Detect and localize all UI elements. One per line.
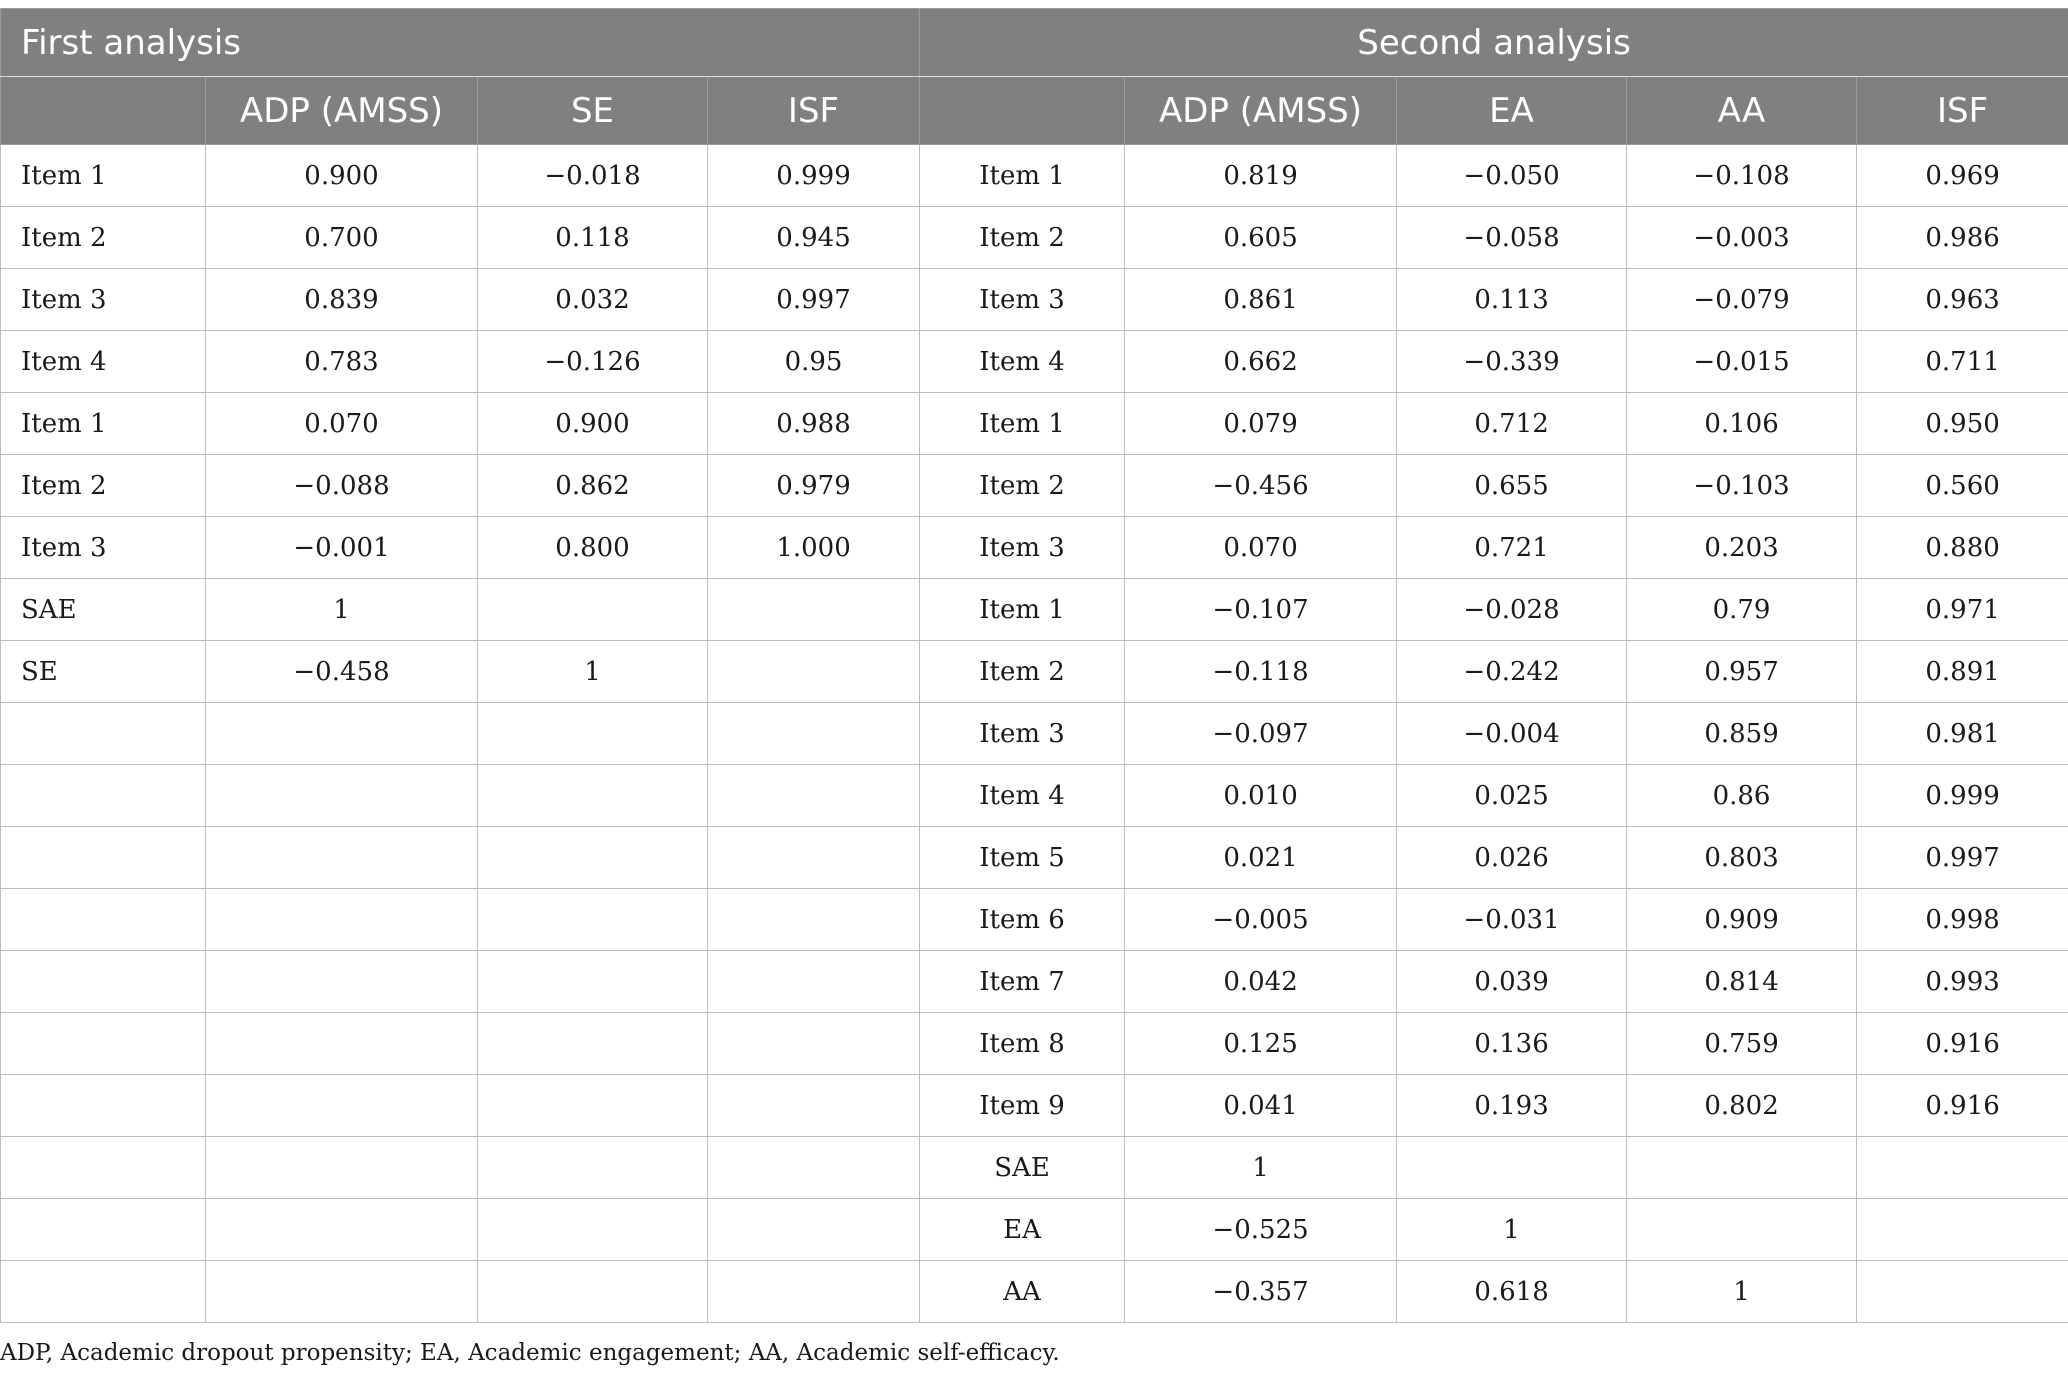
table-cell [478,579,708,641]
row-label-cell: SAE [1,579,206,641]
table-cell [1397,1137,1627,1199]
row-label-cell: Item 6 [920,889,1125,951]
table-body [1,145,2068,1323]
table-cell [708,765,920,827]
row-label-cell: Item 1 [920,579,1125,641]
table-cell: −0.525 [1125,1199,1397,1261]
table-cell [708,579,920,641]
table-cell: 0.026 [1397,827,1627,889]
table-cell: 0.916 [1857,1075,2068,1137]
group-header-first: First analysis [1,9,920,77]
table-cell: 0.025 [1397,765,1627,827]
table-cell: −0.031 [1397,889,1627,951]
row-label-cell: EA [920,1199,1125,1261]
table-row [1,827,2068,889]
table-cell: −0.103 [1627,455,1857,517]
row-label-cell [1,703,206,765]
table-cell: 0.113 [1397,269,1627,331]
table-cell [478,1013,708,1075]
table-cell: 0.721 [1397,517,1627,579]
column-header: ISF [1857,77,2068,145]
table-cell: 0.759 [1627,1013,1857,1075]
table-cell [206,951,478,1013]
table-cell: 1 [206,579,478,641]
table-cell: 0.999 [708,145,920,207]
table-cell: 1 [1125,1137,1397,1199]
table-cell [206,889,478,951]
row-label-cell: Item 1 [1,145,206,207]
table-cell: −0.005 [1125,889,1397,951]
table-cell: 0.618 [1397,1261,1627,1323]
table-cell [206,1261,478,1323]
table-cell: 0.969 [1857,145,2068,207]
table-cell: 0.997 [708,269,920,331]
table-row [1,641,2068,703]
table-row [1,579,2068,641]
table-cell: 0.655 [1397,455,1627,517]
table-cell [206,765,478,827]
table-cell: −0.458 [206,641,478,703]
column-header-row [1,77,2068,145]
table-cell: 0.010 [1125,765,1397,827]
loadings-table [0,8,2068,1323]
table-cell: −0.001 [206,517,478,579]
row-label-cell: Item 5 [920,827,1125,889]
column-header: EA [1397,77,1627,145]
row-label-cell: Item 4 [920,765,1125,827]
table-cell: 0.862 [478,455,708,517]
table-cell: 0.605 [1125,207,1397,269]
table-cell [478,765,708,827]
table-cell [478,1261,708,1323]
table-cell: 0.839 [206,269,478,331]
table-cell: 0.783 [206,331,478,393]
table-cell: −0.079 [1627,269,1857,331]
table-cell: 0.861 [1125,269,1397,331]
table-cell: −0.003 [1627,207,1857,269]
table-cell: 0.993 [1857,951,2068,1013]
table-cell: 0.916 [1857,1013,2068,1075]
table-cell [708,641,920,703]
table-cell: 0.999 [1857,765,2068,827]
row-label-cell [1,765,206,827]
row-label-cell: Item 3 [920,517,1125,579]
table-cell: 0.909 [1627,889,1857,951]
table-cell [708,1075,920,1137]
table-cell: 0.136 [1397,1013,1627,1075]
table-cell: −0.050 [1397,145,1627,207]
table-cell: 0.891 [1857,641,2068,703]
table-cell: −0.357 [1125,1261,1397,1323]
row-label-cell: Item 8 [920,1013,1125,1075]
table-cell: 0.042 [1125,951,1397,1013]
table-cell [478,827,708,889]
table-cell: 0.700 [206,207,478,269]
table-cell [1627,1137,1857,1199]
table-cell: 0.032 [478,269,708,331]
table-cell [1857,1199,2068,1261]
table-row [1,703,2068,765]
table-row [1,393,2068,455]
row-label-cell [1,1075,206,1137]
table-row [1,455,2068,517]
table-cell [708,1137,920,1199]
table-row [1,517,2068,579]
table-cell: 0.986 [1857,207,2068,269]
table-cell: 0.070 [1125,517,1397,579]
table-cell [708,1261,920,1323]
table-cell [206,1137,478,1199]
row-label-cell: Item 2 [920,207,1125,269]
table-cell: 0.662 [1125,331,1397,393]
table-cell: 0.125 [1125,1013,1397,1075]
column-header: ADP (AMSS) [1125,77,1397,145]
row-label-cell: Item 2 [1,207,206,269]
table-cell: 0.950 [1857,393,2068,455]
table-cell: 0.203 [1627,517,1857,579]
table-row [1,1137,2068,1199]
row-label-cell [1,889,206,951]
table-cell: 0.86 [1627,765,1857,827]
row-label-cell: SAE [920,1137,1125,1199]
table-cell: −0.108 [1627,145,1857,207]
table-cell [206,1013,478,1075]
table-cell: −0.242 [1397,641,1627,703]
table-cell: 0.712 [1397,393,1627,455]
column-header: ISF [708,77,920,145]
table-cell: 0.118 [478,207,708,269]
table-footnote: ADP, Academic dropout propensity; EA, Academic engagement; AA, Academic self-efficacy. [0,1340,1060,1366]
table-cell [1627,1199,1857,1261]
table-cell [478,1137,708,1199]
table-cell: 0.963 [1857,269,2068,331]
table-cell: −0.118 [1125,641,1397,703]
row-label-cell: Item 1 [1,393,206,455]
row-label-cell: Item 3 [1,517,206,579]
table-cell: −0.058 [1397,207,1627,269]
table-cell [708,703,920,765]
column-header: SE [478,77,708,145]
table-cell: 0.880 [1857,517,2068,579]
table-cell [708,1013,920,1075]
table-cell: 0.814 [1627,951,1857,1013]
column-header [920,77,1125,145]
table-cell [708,1199,920,1261]
table-row [1,1075,2068,1137]
row-label-cell: Item 9 [920,1075,1125,1137]
table-cell: 0.979 [708,455,920,517]
loadings-table-container [0,8,2068,1323]
row-label-cell: Item 3 [920,703,1125,765]
row-label-cell: Item 4 [1,331,206,393]
row-label-cell: Item 1 [920,145,1125,207]
table-cell: 1 [478,641,708,703]
table-cell: 0.070 [206,393,478,455]
column-header [1,77,206,145]
row-label-cell: Item 2 [920,641,1125,703]
table-cell: 0.803 [1627,827,1857,889]
table-cell: 0.79 [1627,579,1857,641]
table-cell: −0.126 [478,331,708,393]
row-label-cell: Item 1 [920,393,1125,455]
table-cell [478,1199,708,1261]
table-cell: −0.028 [1397,579,1627,641]
table-cell [206,1075,478,1137]
row-label-cell [1,951,206,1013]
table-cell: 0.95 [708,331,920,393]
row-label-cell [1,1137,206,1199]
row-label-cell: Item 3 [1,269,206,331]
row-label-cell [1,1013,206,1075]
table-cell: −0.107 [1125,579,1397,641]
group-header-second: Second analysis [920,9,2068,77]
table-cell: 0.900 [206,145,478,207]
table-cell: 0.106 [1627,393,1857,455]
table-cell [478,889,708,951]
row-label-cell: SE [1,641,206,703]
row-label-cell: Item 2 [920,455,1125,517]
table-cell: −0.339 [1397,331,1627,393]
table-cell [708,889,920,951]
row-label-cell: Item 4 [920,331,1125,393]
table-row [1,1199,2068,1261]
table-cell: −0.088 [206,455,478,517]
row-label-cell: AA [920,1261,1125,1323]
table-cell [206,1199,478,1261]
table-cell [478,1075,708,1137]
row-label-cell [1,827,206,889]
table-cell: 0.079 [1125,393,1397,455]
table-cell: 1 [1397,1199,1627,1261]
table-cell: 0.193 [1397,1075,1627,1137]
table-cell [478,703,708,765]
table-cell: 0.802 [1627,1075,1857,1137]
table-cell [206,703,478,765]
table-cell [1857,1137,2068,1199]
table-row [1,145,2068,207]
table-row [1,765,2068,827]
table-cell [206,827,478,889]
table-cell [1857,1261,2068,1323]
row-label-cell: Item 2 [1,455,206,517]
row-label-cell: Item 3 [920,269,1125,331]
table-row [1,1261,2068,1323]
table-cell: 0.981 [1857,703,2068,765]
row-label-cell [1,1261,206,1323]
table-cell: 0.957 [1627,641,1857,703]
table-cell [478,951,708,1013]
table-cell: 1 [1627,1261,1857,1323]
table-row [1,951,2068,1013]
table-cell: 0.945 [708,207,920,269]
table-cell: −0.097 [1125,703,1397,765]
table-cell: −0.456 [1125,455,1397,517]
table-cell: 0.039 [1397,951,1627,1013]
table-cell: 0.041 [1125,1075,1397,1137]
table-cell: −0.018 [478,145,708,207]
column-header: AA [1627,77,1857,145]
table-cell: 0.819 [1125,145,1397,207]
table-cell [708,827,920,889]
table-cell: 0.997 [1857,827,2068,889]
table-cell: 0.900 [478,393,708,455]
table-row [1,269,2068,331]
table-row [1,331,2068,393]
table-cell: 0.560 [1857,455,2068,517]
table-row [1,889,2068,951]
row-label-cell [1,1199,206,1261]
table-cell: 0.800 [478,517,708,579]
table-cell: 0.988 [708,393,920,455]
table-cell: 0.711 [1857,331,2068,393]
table-cell: 0.859 [1627,703,1857,765]
table-cell: 0.998 [1857,889,2068,951]
table-cell: 0.021 [1125,827,1397,889]
table-cell: 1.000 [708,517,920,579]
table-row [1,207,2068,269]
table-cell [708,951,920,1013]
column-header: ADP (AMSS) [206,77,478,145]
table-cell: 0.971 [1857,579,2068,641]
table-row [1,1013,2068,1075]
group-header-row [1,9,2068,77]
table-cell: −0.015 [1627,331,1857,393]
row-label-cell: Item 7 [920,951,1125,1013]
table-cell: −0.004 [1397,703,1627,765]
